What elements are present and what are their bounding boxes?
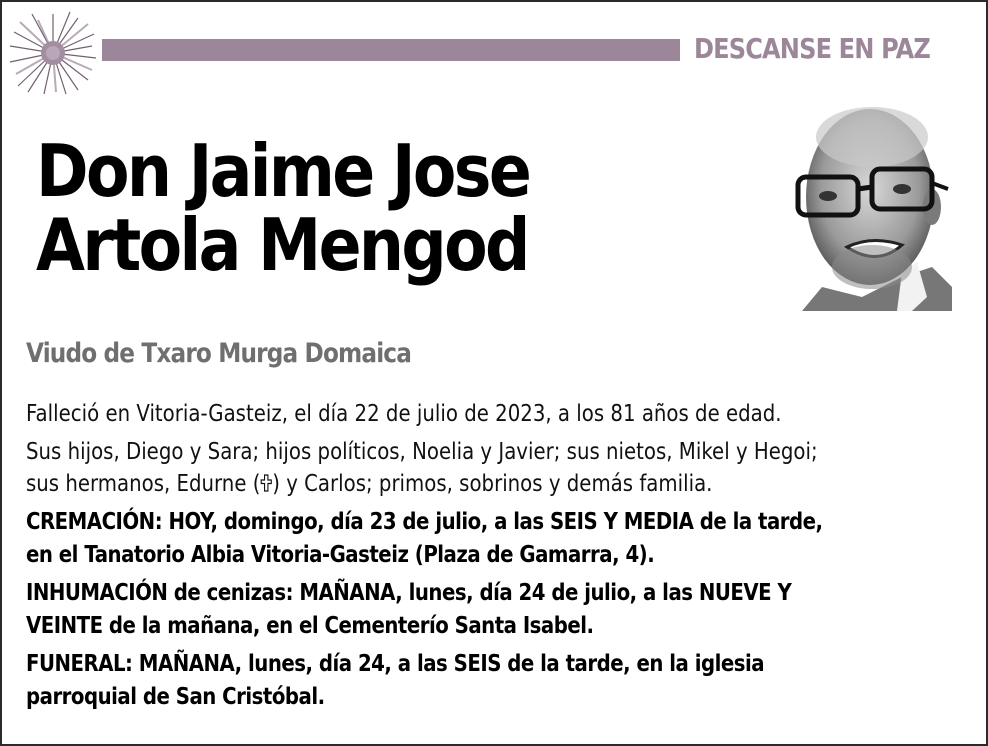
header-bar: [102, 39, 680, 61]
funeral-line-1: FUNERAL: MAÑANA, lunes, día 24, a las SEIS de la tarde, en la iglesia: [26, 649, 765, 677]
cremation-line-1: CREMACIÓN: HOY, domingo, día 23 de julio, a las SEIS Y MEDIA de la tarde,: [26, 507, 823, 535]
deceased-name-line1: Don Jaime Jose: [36, 129, 530, 213]
family-line-2-end: ) y Carlos; primos, sobrinos y demás familia.: [272, 469, 713, 497]
thistle-flower-icon: [8, 10, 98, 96]
family-line-1: Sus hijos, Diego y Sara; hijos políticos, Noelia y Javier; sus nietos, Mikel y Hegoi;: [26, 437, 818, 465]
notice-body: [26, 397, 950, 718]
family-line-2: [26, 467, 950, 499]
portrait-photo: [792, 97, 952, 311]
burial-line-1: INHUMACIÓN de cenizas: MAÑANA, lunes, día 24 de julio, a las NUEVE Y: [26, 578, 792, 606]
header-label: DESCANSE EN PAZ: [694, 32, 931, 65]
spouse-line: Viudo de Txaro Murga Domaica: [26, 338, 412, 369]
burial-line-2: VEINTE de la mañana, en el Cementerío Santa Isabel.: [26, 611, 594, 639]
cross-icon: [260, 468, 272, 486]
deceased-name-line2: Artola Mengod: [36, 203, 528, 287]
deceased-name: [36, 129, 530, 287]
death-notice: Falleció en Vitoria-Gasteiz, el día 22 de julio de 2023, a los 81 años de edad.: [26, 399, 782, 427]
funeral-line-2: parroquial de San Cristóbal.: [26, 682, 325, 710]
family-line-2-start: sus hermanos, Edurne (: [26, 469, 261, 497]
cremation-line-2: en el Tanatorio Albia Vitoria-Gasteiz (Plaza de Gamarra, 4).: [26, 540, 655, 568]
